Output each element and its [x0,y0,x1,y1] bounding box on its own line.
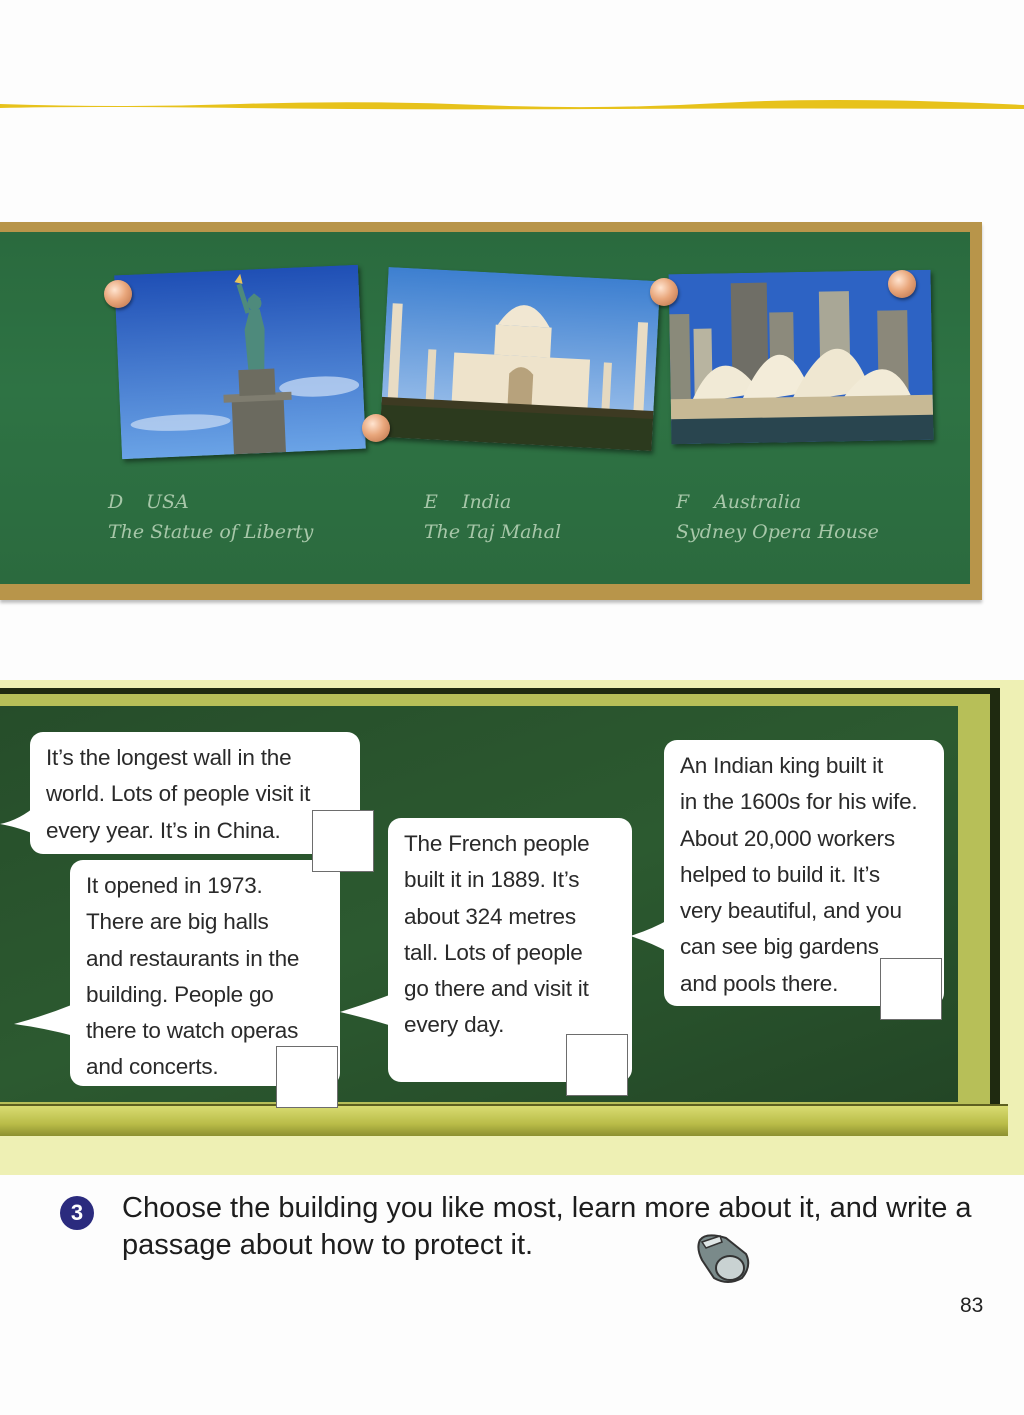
speech-tail [340,990,394,1030]
chalk-ledge [0,1104,1008,1136]
caption-e [424,487,561,547]
bubble-line: tall. Lots of people [404,939,583,965]
bubble-line: There are big halls [86,909,269,935]
bubble-line: every year. It’s in China. [46,817,281,843]
bubble-line: It’s the longest wall in the [46,745,292,770]
taj-mahal-photo [380,267,661,451]
speech-bubble-great-wall [30,732,360,854]
caption-country: India [462,491,512,513]
caption-building: The Taj Mahal [424,521,562,543]
bubble-line: and pools there. [680,970,839,996]
answer-box[interactable] [312,810,374,872]
statue-of-liberty-photo [114,265,366,459]
bubble-line: building. People go [86,981,274,1007]
pushpin [362,414,390,442]
bubble-line: An Indian king built it [680,753,884,778]
caption-building: The Statue of Liberty [108,521,314,543]
bubble-line: helped to build it. It’s [680,861,880,887]
task-instruction: Choose the building you like most, learn more about it, and write a passage about how to protect it. [122,1192,972,1261]
answer-box[interactable] [880,958,942,1020]
bubble-line: The French people [404,831,590,856]
bubble-line: there to watch operas [86,1018,299,1044]
speech-tail [14,1000,76,1040]
yellow-divider-line [0,96,1024,116]
bubble-line: very beautiful, and you [680,898,902,924]
caption-country: Australia [714,491,802,513]
bubble-line: and concerts. [86,1054,219,1080]
caption-letter: E [424,491,438,513]
bubble-line: about 324 metres [404,903,576,929]
caption-letter: D [108,491,124,513]
pencil-sharpener-icon [692,1230,754,1286]
caption-f [676,487,879,547]
pushpin [650,278,678,306]
caption-country: USA [146,491,189,513]
bubble-line: every day. [404,1012,505,1038]
bubble-line: can see big gardens [680,934,879,960]
pushpin [888,270,916,298]
caption-d [108,487,313,547]
bubble-line: and restaurants in the [86,945,300,971]
page-number: 83 [960,1294,984,1317]
bubble-line: built it in 1889. It’s [404,867,580,893]
bubble-line: world. Lots of people visit it [46,781,311,807]
bubble-line: in the 1600s for his wife. [680,789,918,815]
pushpin [104,280,132,308]
caption-building: Sydney Opera House [676,521,879,543]
answer-box[interactable] [566,1034,628,1096]
bubble-line: About 20,000 workers [680,825,895,851]
bubble-line: It opened in 1973. [86,873,263,898]
bubble-line: go there and visit it [404,976,589,1002]
answer-box[interactable] [276,1046,338,1108]
caption-letter: F [676,491,690,513]
task-number-badge: 3 [60,1196,94,1230]
